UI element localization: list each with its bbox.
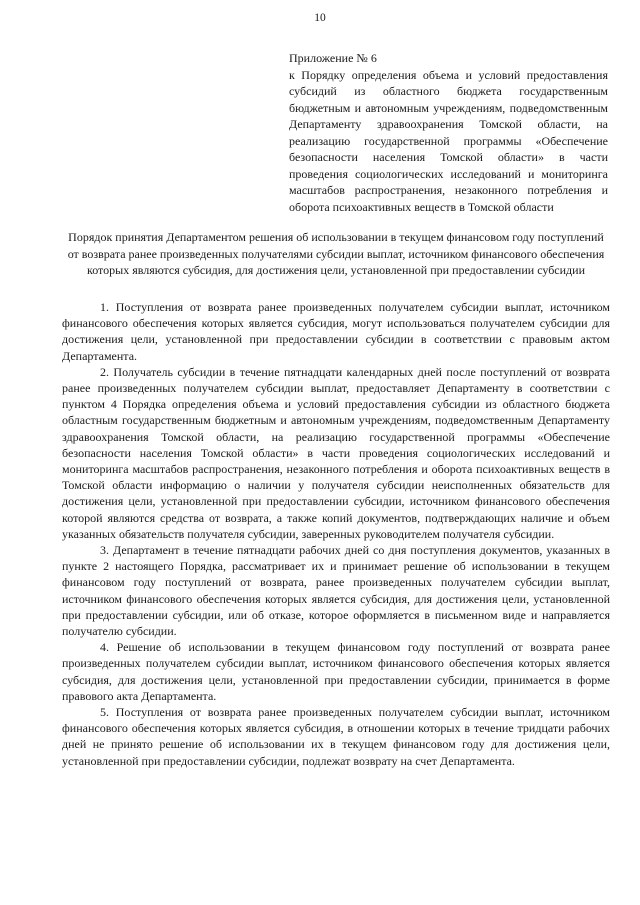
document-body bbox=[62, 299, 610, 769]
paragraph-5: 5. Поступления от возврата ранее произведенных получателем субсидии выплат, источником финансового обеспечения которых является субсидия, в отношении которых в течение тридцати рабочих дней не принято решение об использовании их в текущем финансовом году для достижения цели, установленной при предоставлении субсидии, подлежат возврату на счет Департамента. bbox=[62, 705, 610, 768]
paragraph-1: 1. Поступления от возврата ранее произведенных получателем субсидии выплат, источником финансового обеспечения которых является субсидия, могут использоваться получателем субсидии для достижения цели, установленной при предоставлении субсидии в соответствии с правовым актом Департамента. bbox=[62, 300, 610, 363]
appendix-text: к Порядку определения объема и условий предоставления субсидий из областного бюджета государственным бюджетным и автономным учреждениям, подведомственным Департаменту здравоохранения Томской области, на реализацию государственной программы «Обеспечение безопасности населения Томской области» в части проведения социологических исследований и мониторинга масштабов распространения, незаконного потребления и оборота психоактивных веществ в Томской области bbox=[289, 67, 608, 214]
document-title: Порядок принятия Департаментом решения об использовании в текущем финансовом году поступлений от возврата ранее произведенных получателями субсидии выплат, источником финансового обеспечения которых являются субсидия, для достижения цели, установленной при предоставлении субсидии bbox=[67, 230, 605, 277]
appendix-title: Приложение № 6 bbox=[289, 51, 377, 65]
appendix-block bbox=[289, 50, 608, 215]
paragraph-3: 3. Департамент в течение пятнадцати рабочих дней со дня поступления документов, указанных в пункте 2 настоящего Порядка, рассматривает их и принимает решение об использовании в текущем финансовом году поступлений от возврата, ранее произведенных получателем субсидии выплат, источником финансового обеспечения которых является субсидия, для достижения цели, установленной при предоставлении субсидии, или об отказе, которое оформляется в письменном виде и направляется получателю субсидии. bbox=[62, 543, 610, 639]
paragraph-2: 2. Получатель субсидии в течение пятнадцати календарных дней после поступлений от возврата ранее произведенных получателем субсидии выплат, предоставляет Департаменту в соответствии с пунктом 4 Порядка определения объема и условий предоставления субсидии из областного бюджета областным государственным бюджетным и автономным учреждениям, подведомственным Департаменту здравоохранения Томской области, на реализацию государственной программы «Обеспечение безопасности населения Томской области» в части проведения социологических исследований и мониторинга масштабов распространения, незаконного потребления и оборота психоактивных веществ в Томской области информацию о наличии у получателя субсидии неисполненных обязательств для достижения цели, установленной при предоставлении субсидии, источником финансового обеспечения которой являются средства от возврата, а также копий документов, подтверждающих наличие и объем указанных обязательств получателя субсидии, заверенных руководителем получателя субсидии. bbox=[62, 364, 610, 541]
paragraph-4: 4. Решение об использовании в текущем финансовом году поступлений от возврата ранее произведенных получателем субсидии выплат, источником финансового обеспечения которых является субсидия, для достижения цели, установленной при предоставлении субсидии, принимается в форме правового акта Департамента. bbox=[62, 640, 610, 703]
page-number: 10 bbox=[314, 12, 326, 24]
